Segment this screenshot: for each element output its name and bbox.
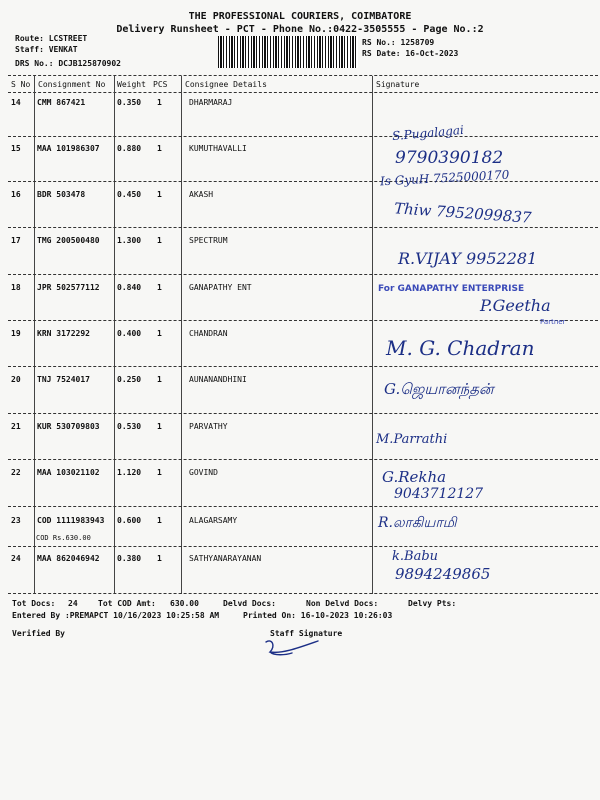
stamp-partner: Partner — [540, 318, 566, 326]
row-consignment: BDR 503478 — [37, 190, 86, 199]
row-pcs: 1 — [157, 468, 162, 477]
signature-row-19: M. G. Chadran — [386, 336, 535, 360]
row-rule — [8, 546, 598, 547]
row-consignee: CHANDRAN — [189, 329, 228, 338]
col-divider — [34, 76, 35, 594]
staff-signature-mark — [262, 636, 332, 660]
signature-phone-15: 9790390182 — [395, 148, 504, 168]
row-pcs: 1 — [157, 144, 162, 153]
row-rule — [8, 274, 598, 275]
non-delivered-docs-label: Non Delvd Docs: — [306, 599, 379, 608]
verified-by-label: Verified By — [12, 629, 65, 638]
signature-row-16: Thiw 7952099837 — [393, 199, 532, 227]
row-weight: 0.530 — [117, 422, 142, 431]
delivered-docs-label: Delvd Docs: — [223, 599, 276, 608]
row-weight: 1.300 — [117, 236, 142, 245]
signature-row-21: M.Parrathi — [376, 432, 448, 447]
row-pcs: 1 — [157, 329, 162, 338]
total-docs-label: Tot Docs: — [12, 599, 56, 608]
row-consignee: AUNANANDHINI — [189, 375, 247, 384]
row-sno: 24 — [11, 554, 21, 563]
row-rule — [8, 136, 598, 137]
row-consignment: CMM 867421 — [37, 98, 86, 107]
signature-phone-22: 9043712127 — [394, 486, 484, 502]
header-rule-top — [8, 75, 598, 76]
col-header-weight: Weight — [117, 80, 146, 89]
company-title: THE PROFESSIONAL COURIERS, COIMBATORE — [188, 11, 412, 22]
row-weight: 0.840 — [117, 283, 142, 292]
row-sno: 17 — [11, 236, 21, 245]
row-sno: 14 — [11, 98, 21, 107]
row-consignee: DHARMARAJ — [189, 98, 233, 107]
row-pcs: 1 — [157, 516, 162, 525]
row-consignee: PARVATHY — [189, 422, 228, 431]
row-pcs: 1 — [157, 98, 162, 107]
row-rule — [8, 459, 598, 460]
barcode — [218, 36, 358, 68]
row-rule — [8, 320, 598, 321]
row-sno: 21 — [11, 422, 21, 431]
row-consignment: COD 1111983943 — [37, 516, 105, 525]
row-consignment: MAA 862046942 — [37, 554, 100, 563]
row-pcs: 1 — [157, 283, 162, 292]
row-sno: 22 — [11, 468, 21, 477]
row-consignment: MAA 101986307 — [37, 144, 100, 153]
runsheet-subtitle: Delivery Runsheet - PCT - Phone No.:0422-3505555 - Page No.:2 — [116, 24, 484, 35]
col-divider — [181, 76, 182, 594]
signature-row-17: R.VIJAY 9952281 — [398, 249, 538, 268]
entered-by: Entered By :PREMAPCT 10/16/2023 10:25:58 AM — [12, 611, 220, 620]
row-weight: 1.120 — [117, 468, 142, 477]
row-sno: 18 — [11, 283, 21, 292]
row-consignee: GOVIND — [189, 468, 218, 477]
col-divider — [372, 76, 373, 594]
row-weight: 0.350 — [117, 98, 142, 107]
row-weight: 0.880 — [117, 144, 142, 153]
row-consignment: KUR 530709803 — [37, 422, 100, 431]
total-cod-value: 630.00 — [170, 599, 199, 608]
row-pcs: 1 — [157, 375, 162, 384]
total-cod-label: Tot COD Amt: — [98, 599, 156, 608]
row-rule — [8, 413, 598, 414]
row-pcs: 1 — [157, 190, 162, 199]
cod-note: COD Rs.630.00 — [36, 534, 91, 542]
header-rule-bottom — [8, 92, 598, 93]
row-consignment: JPR 502577112 — [37, 283, 100, 292]
row-sno: 19 — [11, 329, 21, 338]
staff-signature-label: Staff Signature — [270, 629, 343, 638]
row-weight: 0.400 — [117, 329, 142, 338]
signature-row-22: G.Rekha — [382, 468, 447, 486]
row-consignment: TMG 200500480 — [37, 236, 100, 245]
row-weight: 0.250 — [117, 375, 142, 384]
row-sno: 20 — [11, 375, 21, 384]
row-consignee: ALAGARSAMY — [189, 516, 238, 525]
delivery-points-label: Delvy Pts: — [408, 599, 457, 608]
signature-row-20: G.ஜெயானந்தன் — [384, 380, 494, 398]
col-header-consignment: Consignment No — [38, 80, 106, 89]
company-stamp: For GANAPATHY ENTERPRISE — [378, 284, 525, 294]
table-rule-bottom — [8, 593, 598, 594]
signature-row-15: S.Pugalagai — [391, 122, 465, 144]
signature-extra-15: Is GyuH 7525000170 — [379, 167, 510, 189]
row-rule — [8, 366, 598, 367]
row-sno: 23 — [11, 516, 21, 525]
col-header-signature: Signature — [376, 80, 420, 89]
row-sno: 15 — [11, 144, 21, 153]
row-consignment: MAA 103021102 — [37, 468, 100, 477]
row-weight: 0.380 — [117, 554, 142, 563]
row-pcs: 1 — [157, 554, 162, 563]
row-consignee: SPECTRUM — [189, 236, 228, 245]
signature-phone-24: 9894249865 — [395, 565, 491, 583]
rs-number: RS No.: 1258709 — [362, 38, 435, 47]
col-header-pcs: PCS — [153, 80, 168, 89]
row-pcs: 1 — [157, 236, 162, 245]
printed-on: Printed On: 16-10-2023 10:26:03 — [243, 611, 393, 620]
signature-row-24: k.Babu — [392, 549, 439, 564]
row-consignee: AKASH — [189, 190, 214, 199]
col-header-sno: S No — [11, 80, 31, 89]
drs-number: DRS No.: DCJB125870902 — [15, 59, 121, 68]
row-sno: 16 — [11, 190, 21, 199]
row-consignee: SATHYANARAYANAN — [189, 554, 262, 563]
row-consignee: GANAPATHY ENT — [189, 283, 252, 292]
row-rule — [8, 227, 598, 228]
signature-row-23: R.லாகியாமி — [378, 515, 457, 531]
row-consignee: KUMUTHAVALLI — [189, 144, 247, 153]
row-consignment: TNJ 7524017 — [37, 375, 90, 384]
col-divider — [114, 76, 115, 594]
row-weight: 0.450 — [117, 190, 142, 199]
row-consignment: KRN 3172292 — [37, 329, 90, 338]
row-rule — [8, 506, 598, 507]
row-weight: 0.600 — [117, 516, 142, 525]
route-label: Route: LCSTREET — [15, 34, 88, 43]
signature-row-18: P.Geetha — [480, 296, 551, 315]
rs-date: RS Date: 16-Oct-2023 — [362, 49, 459, 58]
col-header-consignee: Consignee Details — [185, 80, 267, 89]
row-pcs: 1 — [157, 422, 162, 431]
total-docs-value: 24 — [68, 599, 78, 608]
staff-label: Staff: VENKAT — [15, 45, 78, 54]
